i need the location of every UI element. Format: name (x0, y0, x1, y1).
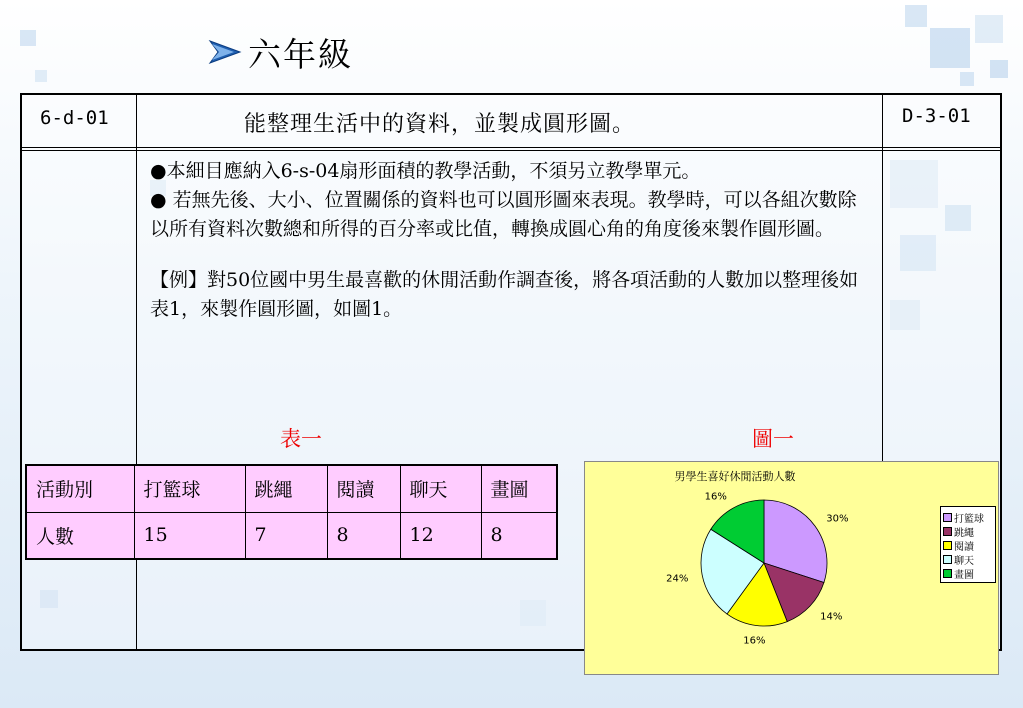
objective-text: 能整理生活中的資料，並製成圓形圖。 (244, 112, 636, 137)
pie-chart (584, 461, 999, 675)
code-right: D-3-01 (902, 105, 971, 127)
table-row (26, 465, 557, 512)
example-text: 【例】對50位國中男生最喜歡的休閒活動作調查後，將各項活動的人數加以整理後如表1，來製作圓形圖，如圖1。 (150, 269, 859, 320)
arrow-bullet-icon (208, 39, 242, 65)
table-row (26, 512, 557, 559)
table-cell: 閱讀 (327, 465, 400, 512)
table-cell: 7 (245, 512, 327, 559)
table-cell: 8 (481, 512, 557, 559)
table-cell: 活動別 (26, 465, 134, 512)
legend-swatch (943, 555, 952, 564)
figure-caption: 圖一 (752, 427, 794, 451)
chart-title: 男學生喜好休閒活動人數 (674, 470, 796, 483)
slice-label: 14% (820, 611, 843, 623)
table-cell: 8 (327, 512, 400, 559)
table-cell: 12 (400, 512, 481, 559)
legend-swatch (943, 513, 952, 522)
legend-label: 聊天 (954, 555, 974, 567)
legend-item (943, 566, 993, 580)
legend-item (943, 552, 993, 566)
note-line-1: ●本細目應納入6-s-04扇形面積的教學活動，不須另立教學單元。 (150, 160, 701, 182)
legend-item (943, 538, 993, 552)
legend-label: 跳繩 (954, 527, 974, 539)
chart-legend (940, 506, 996, 583)
legend-label: 閱讀 (954, 541, 974, 553)
code-left: 6-d-01 (40, 107, 109, 129)
slice-label: 16% (704, 491, 727, 503)
legend-item (943, 510, 993, 524)
table-cell: 人數 (26, 512, 134, 559)
table-cell: 畫圖 (481, 465, 557, 512)
legend-item (943, 524, 993, 538)
pie-chart-svg (585, 462, 935, 676)
page-title (208, 32, 353, 72)
table-cell: 聊天 (400, 465, 481, 512)
title-text: 六年級 (248, 34, 353, 74)
legend-label: 打籃球 (954, 513, 984, 525)
legend-swatch (943, 527, 952, 536)
table-cell: 打籃球 (134, 465, 245, 512)
legend-label: 畫圖 (954, 569, 974, 581)
note-line-2: ● 若無先後、大小、位置關係的資料也可以圓形圖來表現。教學時，可以各組次數除以所有資料次數總和所得的百分率或比值，轉換成圓心角的角度後來製作圓形圖。 (150, 189, 857, 240)
slice-label: 24% (666, 573, 689, 585)
table-caption: 表一 (280, 427, 322, 451)
table-cell: 跳繩 (245, 465, 327, 512)
slice-label: 16% (743, 635, 766, 647)
activity-table (25, 464, 558, 560)
table-cell: 15 (134, 512, 245, 559)
legend-swatch (943, 569, 952, 578)
notes (150, 157, 872, 324)
slice-label: 30% (826, 513, 849, 525)
legend-swatch (943, 541, 952, 550)
